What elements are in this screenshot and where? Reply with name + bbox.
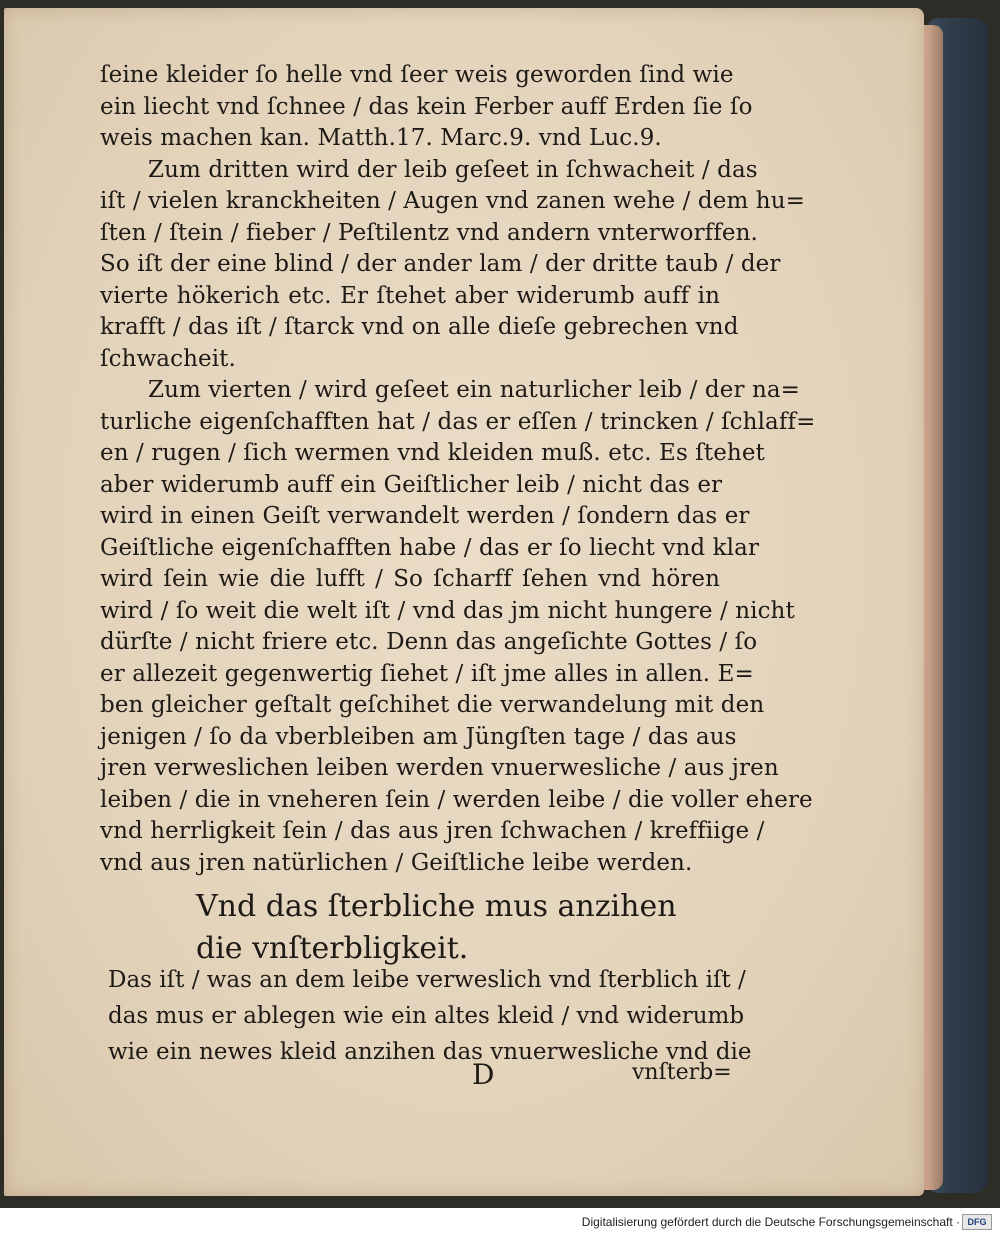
text-line: ſeine kleider ſo helle vnd ſeer weis geworden ſind wie xyxy=(100,62,734,88)
text-line: turliche eigenſchafften hat / das er eſſen / trincken / ſchlaff= xyxy=(100,408,816,435)
text-line: jren verweslichen leiben werden vnuerwesliche / aus jren xyxy=(100,755,779,781)
text-line: Zum vierten / wird geſeet ein naturlicher leib / der na= xyxy=(148,377,801,403)
text-line: vierte hökerich etc. Er ſtehet aber widerumb auff in xyxy=(100,282,720,309)
digitization-credit: Digitalisierung gefördert durch die Deutsche Forschungsgemeinschaft · xyxy=(581,1215,960,1229)
text-line: aber widerumb auff ein Geiſtlicher leib / nicht das er xyxy=(100,471,723,498)
text-line: vnd aus jren natürlichen / Geiſtliche leibe werden. xyxy=(100,849,693,876)
text-line: wie ein newes kleid anzihen das vnuerwesliche vnd die xyxy=(108,1039,752,1065)
text-line: ſchwacheit. xyxy=(100,345,236,372)
text-line: leiben / die in vneheren ſein / werden leibe / die voller ehere xyxy=(100,786,813,813)
text-line: wird ſein wie die lufft / So ſcharff ſehen vnd hören xyxy=(100,566,720,592)
text-line: ben gleicher geſtalt geſchihet die verwandelung mit den xyxy=(100,692,765,718)
text-line: wird in einen Geiſt verwandelt werden / ſondern das er xyxy=(100,503,750,529)
text-line: ein liecht vnd ſchnee / das kein Ferber auff Erden ſie ſo xyxy=(100,93,753,120)
main-text-block xyxy=(100,60,816,879)
text-line: vnd herrligkeit ſein / das aus jren ſchwachen / kreffiige / xyxy=(100,818,765,844)
text-line: en / rugen / ſich wermen vnd kleiden muß. etc. Es ſtehet xyxy=(100,440,765,466)
text-line: Das iſt / was an dem leibe verweslich vnd ſterblich iſt / xyxy=(108,967,746,993)
text-line: wird / ſo weit die welt iſt / vnd das jm nicht hungere / nicht xyxy=(100,597,795,624)
text-line: Geiſtliche eigenſchafften habe / das er ſo liecht vnd klar xyxy=(100,534,760,561)
text-line: jenigen / ſo da vberbleiben am Jüngſten tage / das aus xyxy=(100,723,737,750)
closing-text-block xyxy=(108,962,752,1070)
text-line: dürſte / nicht friere etc. Denn das angeſichte Gottes / ſo xyxy=(100,629,758,655)
section-heading xyxy=(196,886,677,970)
text-line: ſten / ſtein / fieber / Peſtilentz vnd andern vnterworffen. xyxy=(100,219,758,246)
text-line: er allezeit gegenwertig ſiehet / iſt jme alles in allen. E= xyxy=(100,660,754,687)
heading-line: die vnſterbligkeit. xyxy=(196,931,469,966)
text-line: das mus er ablegen wie ein altes kleid / vnd widerumb xyxy=(108,1003,745,1029)
text-line: So iſt der eine blind / der ander lam / der dritte taub / der xyxy=(100,251,781,277)
text-line: iſt / vielen kranckheiten / Augen vnd zanen wehe / dem hu= xyxy=(100,188,805,214)
text-line: weis machen kan. Matth.17. Marc.9. vnd Luc.9. xyxy=(100,125,662,151)
signature-mark: D xyxy=(472,1058,495,1091)
catchword: vnſterb= xyxy=(632,1060,732,1085)
text-line: krafft / das iſt / ſtarck vnd on alle dieſe gebrechen vnd xyxy=(100,314,739,340)
text-line: Zum dritten wird der leib geſeet in ſchwacheit / das xyxy=(148,156,758,183)
dfg-logo: DFG xyxy=(962,1214,992,1230)
heading-line: Vnd das ſterbliche mus anzihen xyxy=(196,889,677,924)
